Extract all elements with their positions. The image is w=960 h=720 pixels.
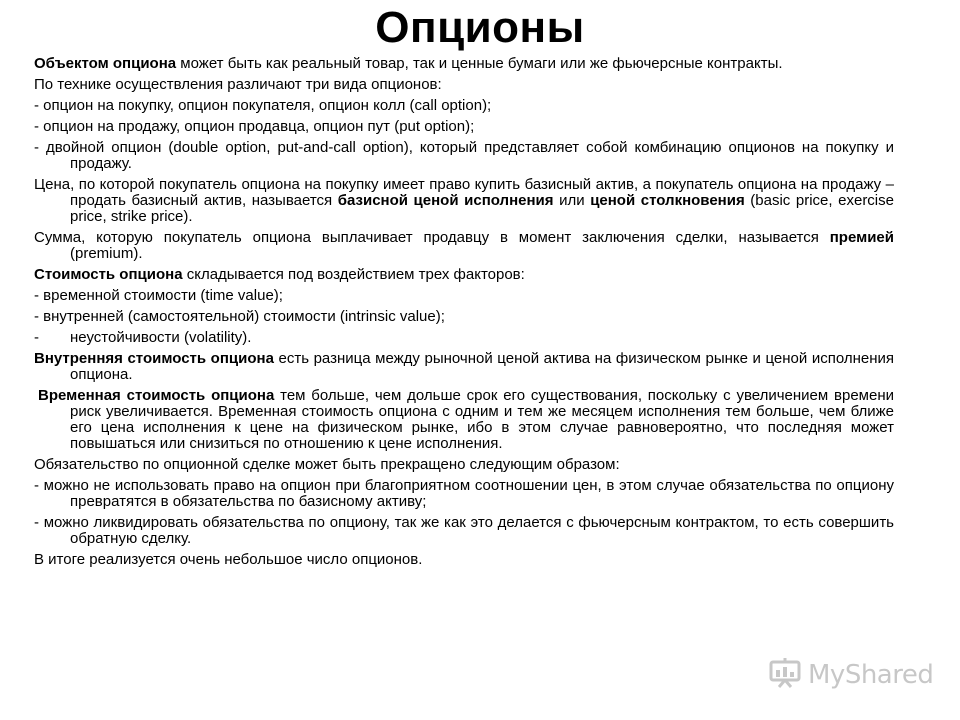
paragraph-premium (34, 230, 894, 262)
term-premium: премией (829, 229, 894, 246)
paragraph-text: Цена, по которой покупатель опциона на покупку имеет право купить базисный актив, а покупатель опциона на продажу – продать базисный актив, называется (34, 176, 894, 209)
term-intrinsic-value: Внутренняя стоимость опциона (34, 350, 274, 367)
list-item-intrinsic-value: - внутренней (самостоятельной) стоимости (intrinsic value); (34, 308, 445, 325)
list-item-offset-trade: - можно ликвидировать обязательства по опциону, так же как это делается с фьючерсным контрактом, то есть совершить обратную сделку. (34, 514, 894, 547)
paragraph-text: или (553, 192, 591, 209)
paragraph-text: (basic price, exercise price, strike price). (70, 192, 894, 225)
term-option-object: Объектом опциона (34, 55, 177, 72)
term-option-value: Стоимость опциона (34, 266, 183, 283)
paragraph-time-value-definition (34, 388, 894, 452)
document-body (34, 56, 894, 573)
paragraph-value-factors (34, 267, 894, 283)
presentation-board-icon (768, 658, 802, 693)
paragraph-text: складывается под воздействием трех факторов: (182, 266, 525, 283)
watermark-text: MyShared (808, 660, 934, 690)
list-item-time-value: - временной стоимости (time value); (34, 287, 283, 304)
list-item-call-option: - опцион на покупку, опцион покупателя, опцион колл (call option); (34, 97, 492, 114)
paragraph-text: может быть как реальный товар, так и ценные бумаги или же фьючерсные контракты. (176, 55, 783, 72)
list-item-volatility (34, 330, 894, 346)
myshared-watermark (768, 658, 933, 692)
paragraph-intrinsic-definition (34, 351, 894, 383)
list-item-put-option: - опцион на продажу, опцион продавца, опцион пут (put option); (34, 118, 475, 135)
term-time-value: Временная стоимость опциона (38, 387, 275, 404)
list-item-double-option: - двойной опцион (double option, put-and-call option), который представляет собой комбинацию опционов на покупку и продажу. (34, 139, 894, 172)
paragraph-text: тем больше, чем дольше срок его существования, поскольку с увеличением времени риск увеличивается. Временная стоимость опциона с одним и тем же месяцем исполнения тем больше, чем ближе его цена исполнения к цене на физическом рынке, ибо в этом случае равновероятно, что последняя может повышаться или снизиться по отношению к цене исполнения. (70, 387, 894, 452)
list-item-not-exercise: - можно не использовать право на опцион при благоприятном соотношении цен, в этом случае обязательства по опциону превратятся в обязательства по базисному активу; (34, 477, 894, 510)
paragraph-types-intro: По технике осуществления различают три вида опционов: (34, 76, 442, 93)
paragraph-object (34, 56, 894, 72)
paragraph-termination-intro: Обязательство по опционной сделке может быть прекращено следующим образом: (34, 456, 620, 473)
page-title: Опционы (375, 3, 585, 52)
paragraph-text: (premium). (70, 245, 143, 262)
paragraph-text: есть разница между рыночной ценой актива на физическом рынке и ценой исполнения опциона. (70, 350, 894, 383)
paragraph-strike-price (34, 177, 894, 225)
term-base-price: базисной ценой исполнения (337, 192, 554, 209)
paragraph-text: неустойчивости (volatility). (70, 329, 252, 346)
list-dash: - (34, 329, 39, 346)
term-collision-price: ценой столкновения (590, 192, 745, 209)
paragraph-text: Сумма, которую покупатель опциона выплачивает продавцу в момент заключения сделки, называется (34, 229, 830, 246)
paragraph-conclusion: В итоге реализуется очень небольшое число опционов. (34, 551, 423, 568)
